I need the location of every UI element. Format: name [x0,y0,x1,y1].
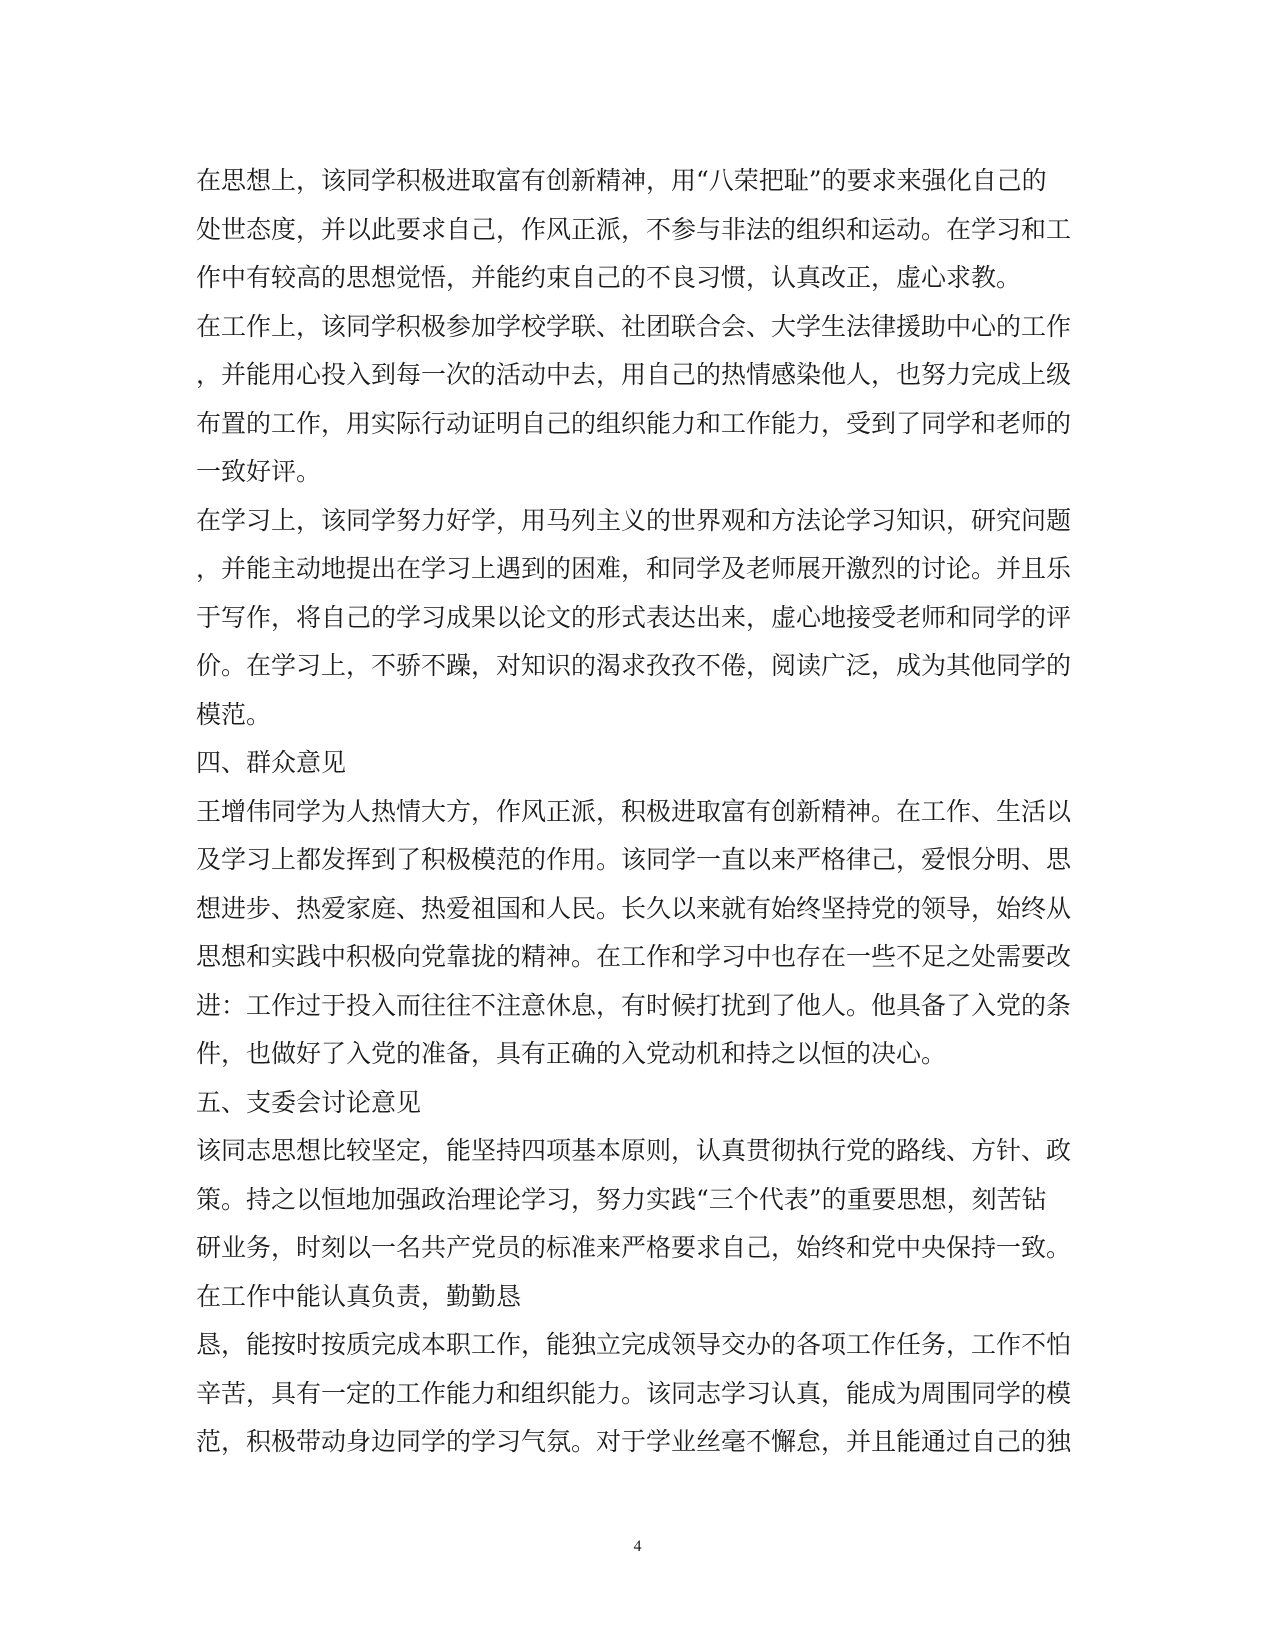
text-line: ，并能主动地提出在学习上遇到的困难，和同学及老师展开激烈的讨论。并且乐 [196,554,1072,583]
text-line: 恳，能按时按质完成本职工作，能独立完成领导交办的各项工作任务，工作不怕 [196,1330,1072,1359]
text-line: 在学习上，该同学努力好学，用马列主义的世界观和方法论学习知识，研究问题 [196,505,1072,535]
text-line: 于写作，将自己的学习成果以论文的形式表达出来，虚心地接受老师和同学的评 [196,602,1072,632]
text-line: 辛苦，具有一定的工作能力和组织能力。该同志学习认真，能成为周围同学的模 [196,1378,1072,1408]
text-line: 王增伟同学为人热情大方，作风正派，积极进取富有创新精神。在工作、生活以 [196,796,1072,826]
page-number: 4 [633,1538,642,1555]
text-line: 思想和实践中积极向党靠拢的精神。在工作和学习中也存在一些不足之处需要改 [196,942,1072,971]
text-line: 研业务，时刻以一名共产党员的标准来严格要求自己，始终和党中央保持一致。 [196,1233,1072,1262]
text-line: 在思想上，该同学积极进取富有创新精神，用“八荣把耻”的要求来强化自己的 [196,166,1047,195]
text-line: 在工作中能认真负责，勤勤恳 [196,1281,522,1311]
text-line: 该同志思想比较坚定，能坚持四项基本原则，认真贯彻执行党的路线、方针、政 [196,1136,1072,1165]
text-line: 及学习上都发挥到了积极模范的作用。该同学一直以来严格律己，爱恨分明、思 [196,845,1072,874]
text-line: 范，积极带动身边同学的学习气氛。对于学业丝毫不懈怠，并且能通过自己的独 [196,1427,1072,1456]
text-line: 想进步、热爱家庭、热爱祖国和人民。长久以来就有始终坚持党的领导，始终从 [196,893,1072,923]
text-line: 布置的工作，用实际行动证明自己的组织能力和工作能力，受到了同学和老师的 [196,408,1072,438]
text-line: 模范。 [196,699,272,729]
text-line: 处世态度，并以此要求自己，作风正派，不参与非法的组织和运动。在学习和工 [196,214,1072,244]
text-line: 在工作上，该同学积极参加学校学联、社团联合会、大学生法律援助中心的工作 [196,311,1072,341]
text-line: 价。在学习上，不骄不躁，对知识的渴求孜孜不倦，阅读广泛，成为其他同学的 [196,651,1072,680]
section-heading-committee-opinion: 五、支委会讨论意见 [196,1087,422,1117]
text-line: 策。持之以恒地加强政治理论学习，努力实践“三个代表”的重要思想，刻苦钻 [196,1184,1047,1214]
document-body [196,157,1076,1467]
text-line: 作中有较高的思想觉悟，并能约束自己的不良习惯，认真改正，虚心求教。 [196,263,1022,292]
text-line: 一致好评。 [196,457,322,486]
text-line: ，并能用心投入到每一次的活动中去，用自己的热情感染他人，也努力完成上级 [196,360,1072,389]
text-line: 件，也做好了入党的准备，具有正确的入党动机和持之以恒的决心。 [196,1039,947,1068]
section-heading-mass-opinion: 四、群众意见 [196,748,347,777]
text-line: 进：工作过于投入而往往不注意休息，有时候打扰到了他人。他具备了入党的条 [196,990,1072,1020]
